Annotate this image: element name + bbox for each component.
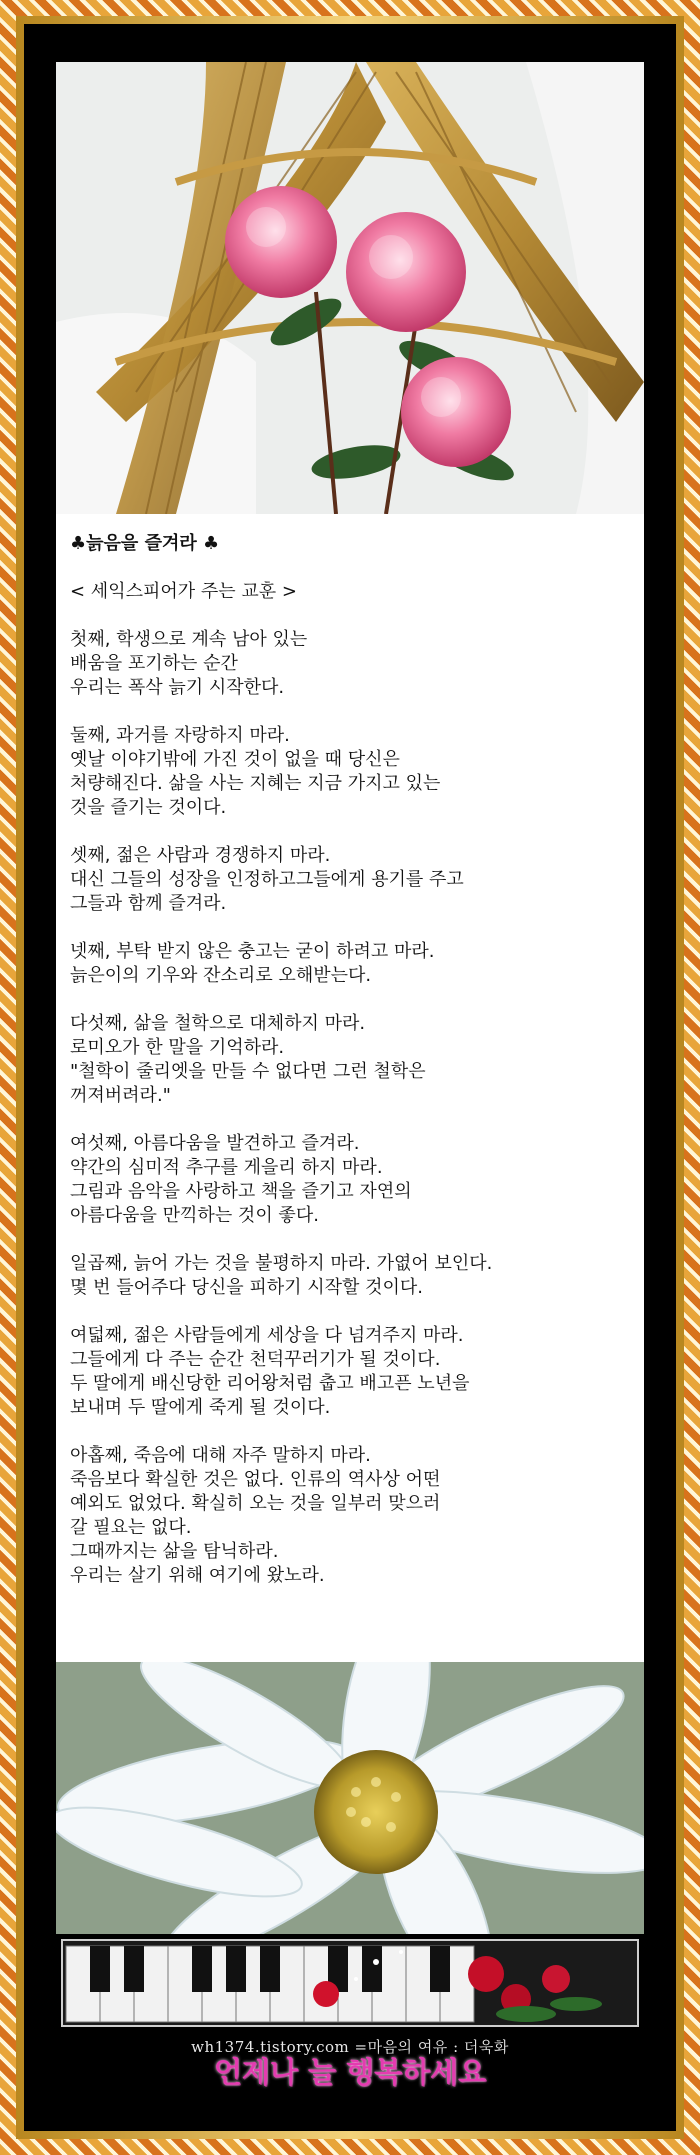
paragraph-6: 여섯째, 아름다움을 발견하고 즐겨라. 약간의 심미적 추구를 게을리 하지 마라. 그림과 음악을 사랑하고 책을 즐기고 자연의 아름다움을 만끽하는 것이 좋다. (70, 1133, 412, 1226)
frosted-daisy-illustration (56, 1662, 644, 1934)
paragraph-5: 다섯째, 삶을 철학으로 대체하지 마라. 로미오가 한 말을 기억하라. "철학이 줄리엣을 만들 수 없다면 그런 철학은 꺼져버려라." (70, 1013, 426, 1106)
paragraph-3: 셋째, 젊은 사람과 경쟁하지 마라. 대신 그들의 성장을 인정하고그들에게 용기를 주고 그들과 함께 즐겨라. (70, 845, 464, 914)
paragraph-1: 첫째, 학생으로 계속 남아 있는 배움을 포기하는 순간 우리는 폭삭 늙기 시작한다. (70, 629, 308, 698)
content-panel (56, 62, 644, 2093)
paragraph-2: 둘째, 과거를 자랑하지 마라. 옛날 이야기밖에 가진 것이 없을 때 당신은 처량해진다. 삶을 사는 지혜는 지금 가지고 있는 것을 즐기는 것이다. (70, 725, 441, 818)
blog-url-caption: wh1374.tistory.com =마음의 여유 : 더욱화 (191, 2038, 509, 2056)
paragraph-7: 일곱째, 늙어 가는 것을 불평하지 마라. 가엾어 보인다. 몇 번 들어주다 당신을 피하기 시작할 것이다. (70, 1253, 493, 1298)
paragraph-9: 아홉째, 죽음에 대해 자주 말하지 마라. 죽음보다 확실한 것은 없다. 인류의 역사상 어떤 예외도 없었다. 확실히 오는 것을 일부러 맞으러 갈 필요는 없다. 그때까지는 삶을 탐닉하라. 우리는 살기 위해 여기에 왔노라. (70, 1445, 441, 1586)
article-title: ♣늙음을 즐겨라 ♣ (70, 533, 220, 554)
paragraph-8: 여덟째, 젊은 사람들에게 세상을 다 넘겨주지 마라. 그들에게 다 주는 순간 천덕꾸러기가 될 것이다. 두 딸에게 배신당한 리어왕처럼 춥고 배고픈 노년을 보내며 두 딸에게 죽게 될 것이다. (70, 1325, 470, 1418)
paragraph-4: 넷째, 부탁 받지 않은 충고는 굳이 하려고 마라. 늙은이의 기우와 잔소리로 오해받는다. (70, 941, 435, 986)
slogan-text: 언제나 늘 행복하세요 (213, 2055, 487, 2089)
article-text (70, 532, 640, 1588)
piano-rose-banner (56, 1934, 644, 2093)
frosted-daisy-photo (56, 1662, 644, 1934)
article-subtitle: < 세익스피어가 주는 교훈 > (70, 581, 297, 602)
peony-straw-illustration (56, 62, 644, 514)
peony-straw-photo (56, 62, 644, 514)
